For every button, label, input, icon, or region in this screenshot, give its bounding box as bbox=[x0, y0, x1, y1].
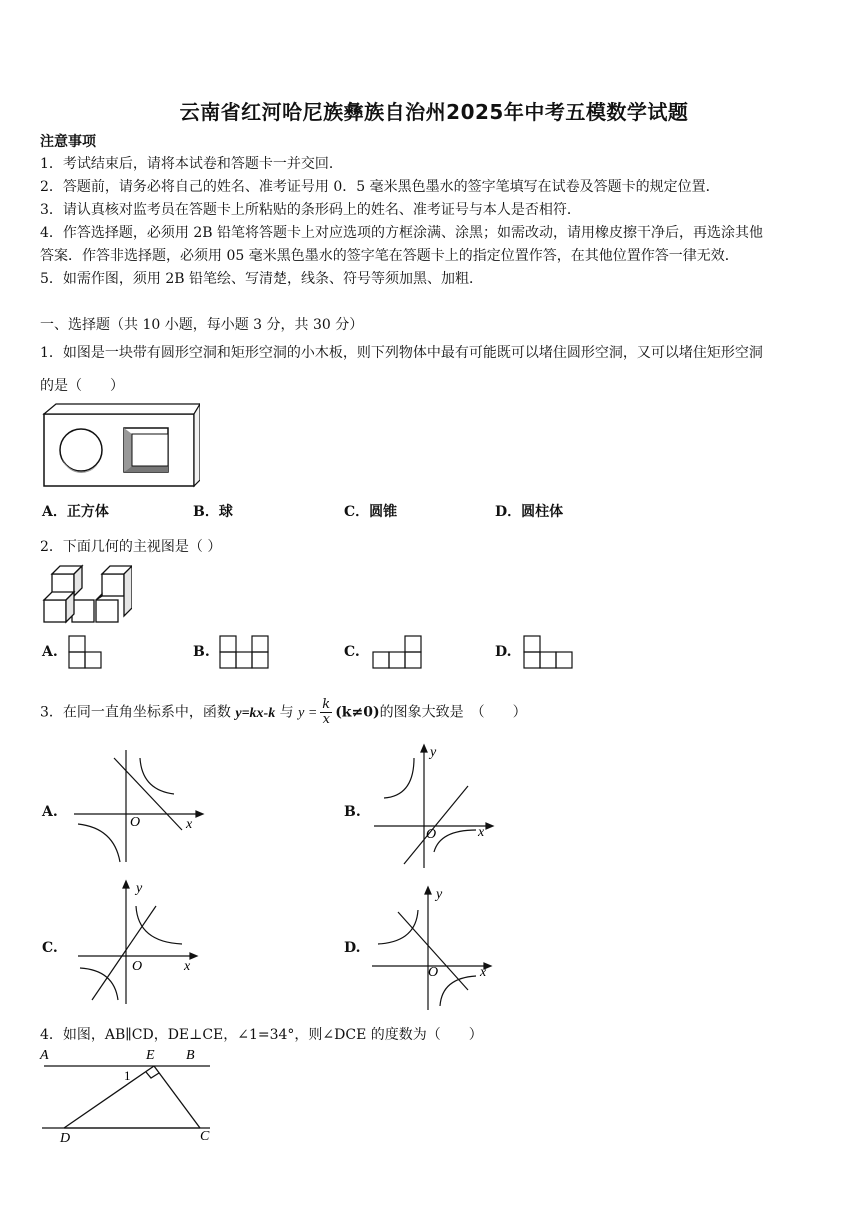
q3-option-a[interactable]: A. bbox=[42, 804, 58, 820]
q2-option-c-figure bbox=[370, 634, 424, 670]
q3-graph-a bbox=[70, 744, 210, 866]
notice-item: 2．答题前，请务必将自己的姓名、准考证号用 0．5 毫米黑色墨水的签字笔填写在试卷及答题卡的规定位置． bbox=[40, 179, 720, 195]
q3-a-origin: O bbox=[130, 815, 141, 830]
q2-option-a[interactable]: A. bbox=[42, 644, 58, 660]
q4-label-c: C bbox=[200, 1129, 210, 1144]
q3-b-x-label: x bbox=[478, 825, 485, 840]
notice-item: 4．作答选择题，必须用 2B 铅笔将答题卡上对应选项的方框涂满、涂黑；如需改动，请用橡皮擦干净后，再选涂其他 bbox=[40, 225, 763, 241]
q2-option-d[interactable]: D. bbox=[495, 644, 512, 660]
q1-stem: 1．如图是一块带有圆形空洞和矩形空洞的小木板，则下列物体中最有可能既可以堵住圆形空洞，又可以堵住矩形空洞 bbox=[40, 345, 763, 361]
q3-d-origin: O bbox=[428, 965, 439, 980]
page-title: 云南省红河哈尼族彝族自治州2025年中考五模数学试题 bbox=[179, 100, 689, 124]
q3-stem bbox=[40, 698, 527, 727]
q3-d-y-label: y bbox=[436, 887, 443, 902]
q3-c-y-label: y bbox=[136, 881, 143, 896]
q2-option-c[interactable]: C. bbox=[344, 644, 360, 660]
q4-label-e: E bbox=[146, 1048, 155, 1063]
q3-a-x-label: x bbox=[186, 817, 193, 832]
q3-c-origin: O bbox=[132, 959, 143, 974]
q3-b-origin: O bbox=[426, 827, 437, 842]
q3-stem-prefix: 3．在同一直角坐标系中，函数 bbox=[40, 704, 236, 721]
q3-frac-den: x bbox=[322, 712, 330, 727]
q4-label-b: B bbox=[186, 1048, 195, 1063]
q4-figure bbox=[38, 1044, 218, 1144]
q1-option-c[interactable]: C．圆锥 bbox=[344, 504, 398, 520]
q1-option-a[interactable]: A．正方体 bbox=[42, 504, 109, 520]
q3-graph-b bbox=[368, 740, 508, 870]
q2-option-b-figure bbox=[219, 634, 273, 670]
q2-stem: 2．下面几何的主视图是（ ） bbox=[40, 539, 222, 555]
q2-option-a-figure bbox=[68, 634, 108, 670]
q3-stem-mid: 与 bbox=[275, 704, 299, 721]
q3-stem-suffix: 的图象大致是 （ ） bbox=[379, 704, 527, 721]
q3-option-b[interactable]: B. bbox=[344, 804, 361, 820]
q3-cond: (k≠0) bbox=[335, 704, 380, 721]
q3-fraction bbox=[320, 698, 332, 727]
q2-option-d-figure bbox=[521, 634, 577, 670]
q3-d-x-label: x bbox=[480, 965, 487, 980]
q3-frac-lhs: y = bbox=[298, 705, 318, 721]
q3-option-c[interactable]: C. bbox=[42, 940, 58, 956]
q3-graph-c bbox=[70, 876, 210, 1008]
q4-label-angle-1: 1 bbox=[124, 1068, 131, 1083]
q1-stem-cont: 的是（ ） bbox=[40, 378, 124, 394]
notice-item: 1．考试结束后，请将本试卷和答题卡一并交回． bbox=[40, 156, 343, 172]
notice-item: 答案．作答非选择题，必须用 05 毫米黑色墨水的签字笔在答题卡上的指定位置作答，在其他位置作答一律无效． bbox=[40, 248, 739, 264]
q3-func1: y=kx-k bbox=[235, 705, 276, 721]
q1-option-b[interactable]: B．球 bbox=[193, 504, 233, 520]
notice-item: 5．如需作图，须用 2B 铅笔绘、写清楚，线条、符号等须加黑、加粗． bbox=[40, 271, 484, 287]
q1-board-figure bbox=[40, 402, 200, 494]
notice-item: 3．请认真核对监考员在答题卡上所粘贴的条形码上的姓名、准考证号与本人是否相符． bbox=[40, 202, 581, 218]
notice-heading: 注意事项 bbox=[40, 134, 96, 150]
q3-frac-num: k bbox=[322, 697, 331, 712]
q4-label-a: A bbox=[40, 1048, 49, 1063]
q3-b-y-label: y bbox=[430, 745, 437, 760]
q1-option-d[interactable]: D．圆柱体 bbox=[495, 504, 564, 520]
q2-option-b[interactable]: B. bbox=[193, 644, 210, 660]
section-heading: 一、选择题（共 10 小题，每小题 3 分，共 30 分） bbox=[40, 317, 364, 333]
q4-stem: 4．如图，AB∥CD，DE⊥CE，∠1=34°，则∠DCE 的度数为（ ） bbox=[40, 1027, 483, 1043]
q4-label-d: D bbox=[60, 1131, 71, 1144]
q3-c-x-label: x bbox=[184, 959, 191, 974]
q2-cubes-figure bbox=[40, 562, 132, 628]
q3-option-d[interactable]: D. bbox=[344, 940, 361, 956]
q3-graph-d bbox=[368, 880, 508, 1012]
